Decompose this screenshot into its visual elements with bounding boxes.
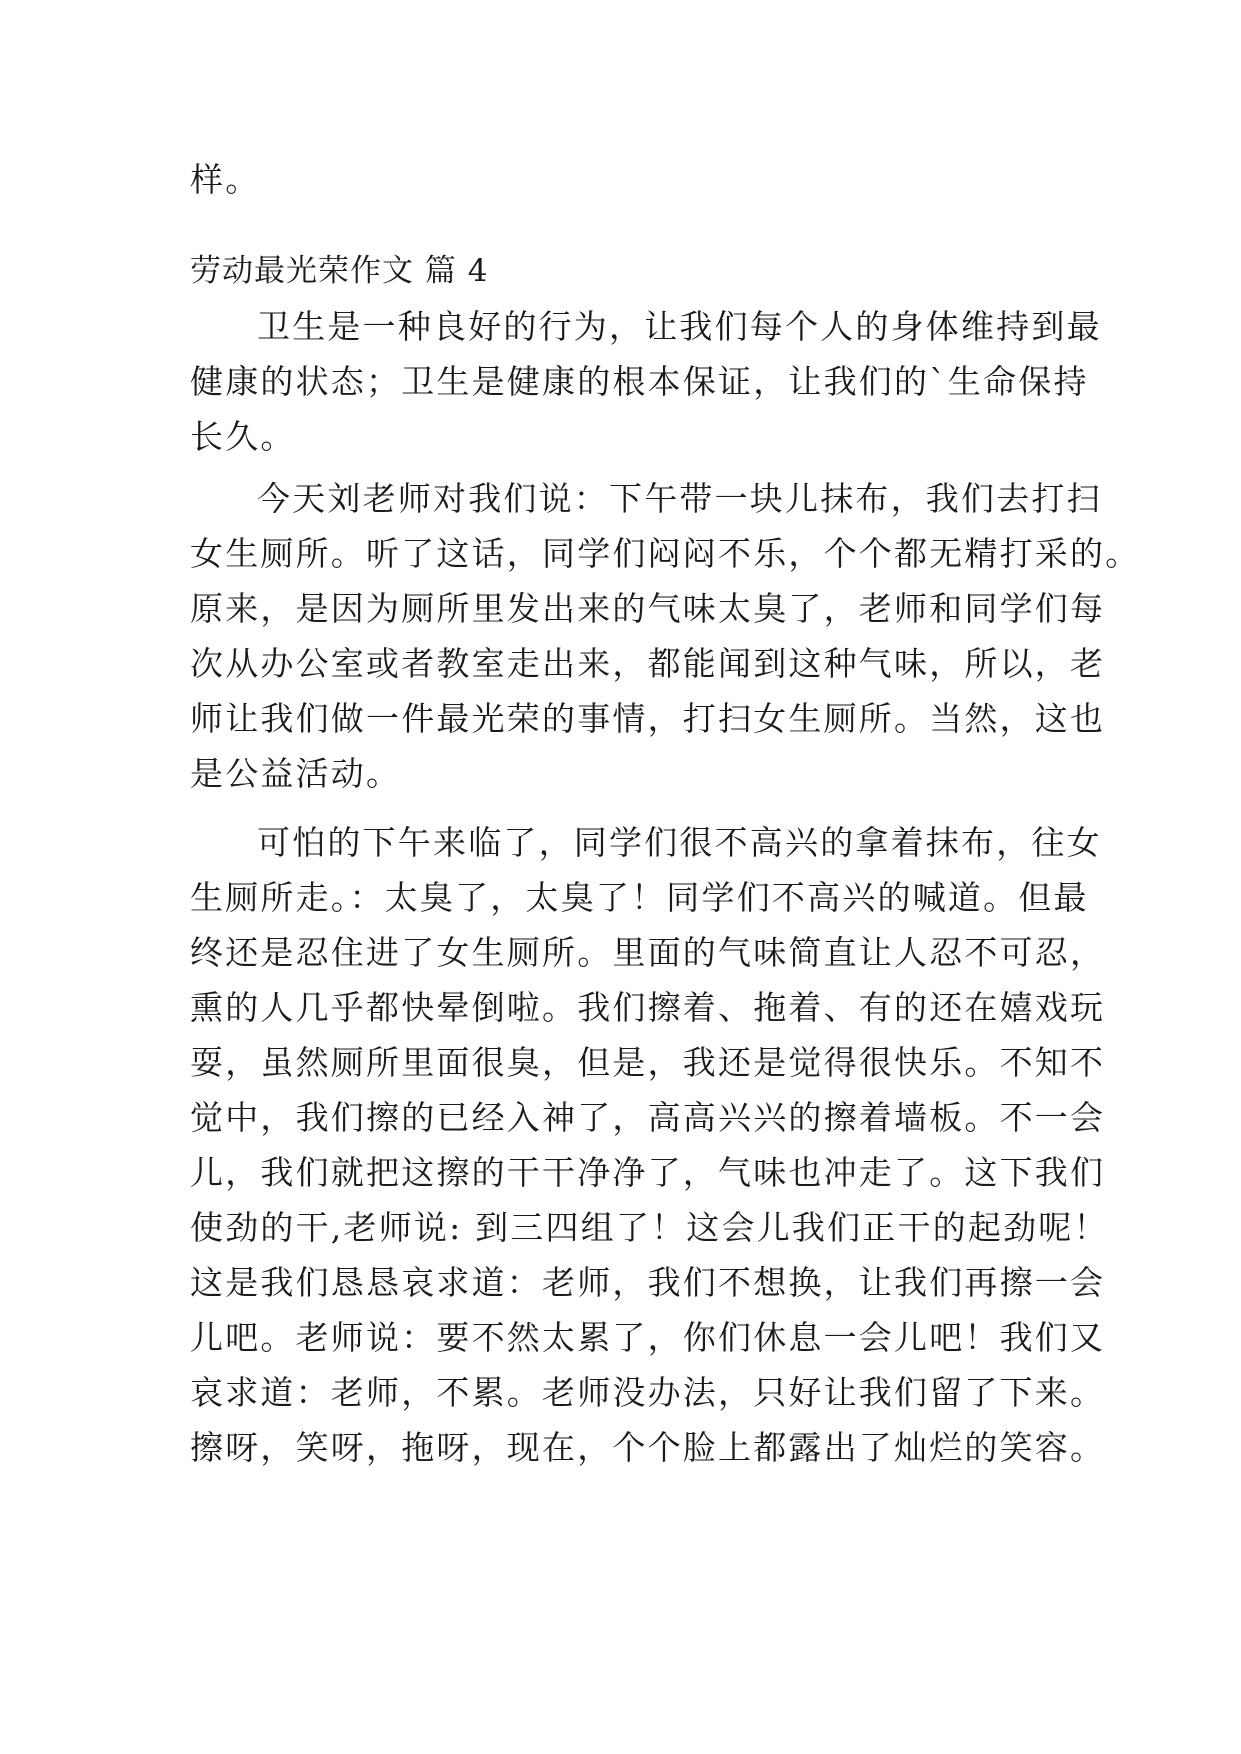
paragraph-line: 长久。 — [190, 417, 296, 456]
paragraph-line: 耍，虽然厕所里面很臭，但是，我还是觉得很快乐。不知不 — [190, 1043, 1106, 1082]
paragraph-line: 觉中，我们擦的已经入神了，高高兴兴的擦着墙板。不一会 — [190, 1098, 1106, 1137]
paragraph-line: 熏的人几乎都快晕倒啦。我们擦着、拖着、有的还在嬉戏玩 — [190, 988, 1106, 1027]
paragraph-line: 女生厕所。听了这话，同学们闷闷不乐，个个都无精打采的。 — [190, 534, 1141, 573]
paragraph-line: 健康的状态；卫生是健康的根本保证，让我们的`生命保持 — [190, 362, 1089, 401]
paragraph-line: 使劲的干,老师说: 到三四组了！这会儿我们正干的起劲呢！ — [190, 1208, 1109, 1247]
paragraph-line: 原来，是因为厕所里发出来的气味太臭了，老师和同学们每 — [190, 589, 1106, 628]
paragraph-line: 哀求道：老师，不累。老师没办法，只好让我们留了下来。 — [190, 1373, 1106, 1412]
paragraph-line: 擦呀，笑呀，拖呀，现在，个个脸上都露出了灿烂的笑容。 — [190, 1428, 1106, 1467]
paragraph-line: 可怕的下午来临了，同学们很不高兴的拿着抹布，往女 — [257, 823, 1102, 862]
paragraph-line: 终还是忍住进了女生厕所。里面的气味简直让人忍不可忍， — [190, 933, 1106, 972]
paragraph-line: 这是我们恳恳哀求道：老师，我们不想换，让我们再擦一会 — [190, 1263, 1106, 1302]
paragraph-line: 生厕所走。：太臭了，太臭了！同学们不高兴的喊道。但最 — [190, 878, 1089, 917]
paragraph-line: 儿吧。老师说：要不然太累了，你们休息一会儿吧！我们又 — [190, 1318, 1106, 1357]
section-title: 劳动最光荣作文 篇 4 — [190, 253, 489, 289]
paragraph-line: 今天刘老师对我们说：下午带一块儿抹布，我们去打扫 — [257, 479, 1102, 518]
paragraph-line: 儿，我们就把这擦的干干净净了，气味也冲走了。这下我们 — [190, 1153, 1106, 1192]
paragraph-line: 卫生是一种良好的行为，让我们每个人的身体维持到最 — [257, 307, 1102, 346]
paragraph-line: 次从办公室或者教室走出来，都能闻到这种气味，所以，老 — [190, 644, 1106, 683]
paragraph-line: 师让我们做一件最光荣的事情，打扫女生厕所。当然，这也 — [190, 699, 1106, 738]
paragraph-line: 是公益活动。 — [190, 754, 402, 793]
continued-text-fragment: 样。 — [190, 160, 261, 199]
